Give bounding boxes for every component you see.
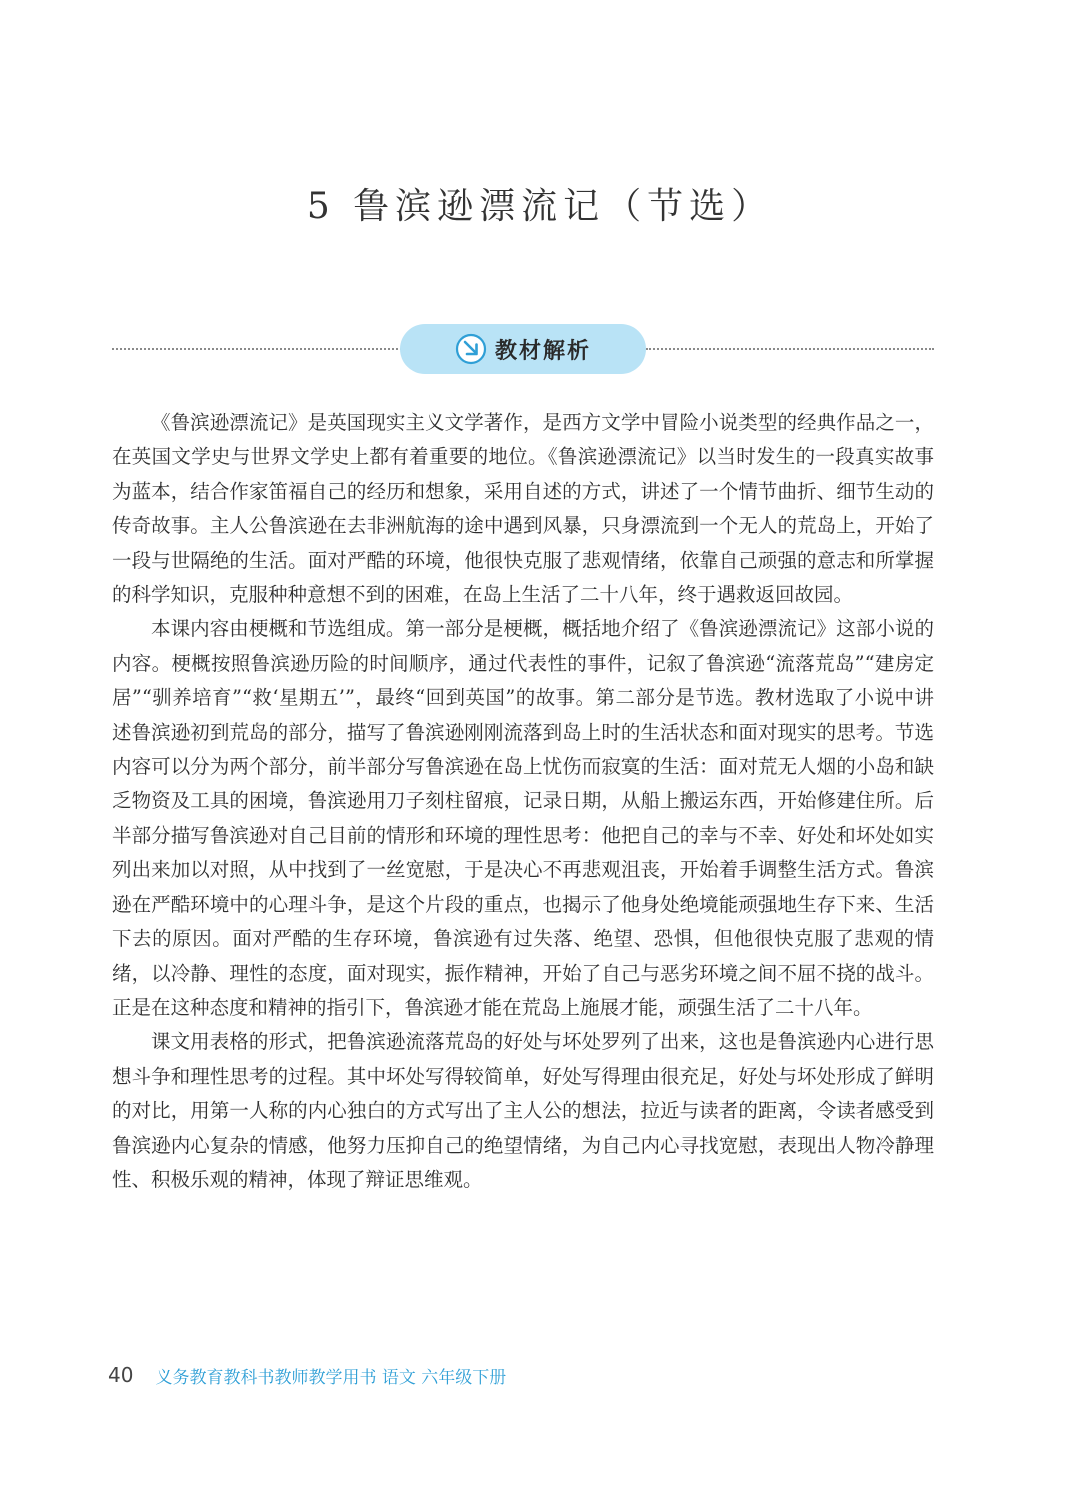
section-header-label: 教材解析	[494, 338, 591, 364]
paragraph: 课文用表格的形式，把鲁滨逊流落荒岛的好处与坏处罗列了出来，这也是鲁滨逊内心进行思想斗争和理性思考的过程。其中坏处写得较简单，好处写得理由很充足，好处与坏处形成了鲜明的对比，用第一人称的内心独白的方式写出了主人公的想法，拉近与读者的距离，令读者感受到鲁滨逊内心复杂的情感，他努力压抑自己的绝望情绪，为自己内心寻找宽慰，表现出人物冷静理性、积极乐观的精神，体现了辩证思维观。	[112, 1030, 934, 1191]
book-title: 义务教育教科书教师教学用书 语文 六年级下册	[155, 1367, 507, 1388]
circle-arrow-down-right-icon	[455, 333, 487, 365]
page-footer	[108, 1360, 506, 1390]
section-header	[112, 324, 934, 376]
dotted-divider-right	[646, 348, 934, 350]
body-text	[112, 406, 934, 1197]
page-title: 5 鲁滨逊漂流记（节选）	[306, 186, 774, 227]
paragraph: 本课内容由梗概和节选组成。第一部分是梗概，概括地介绍了《鲁滨逊漂流记》这部小说的内容。梗概按照鲁滨逊历险的时间顺序，通过代表性的事件，记叙了鲁滨逊“流落荒岛”“建房定居”“驯养培育”“救‘星期五’”，最终“回到英国”的故事。第二部分是节选。教材选取了小说中讲述鲁滨逊初到荒岛的部分，描写了鲁滨逊刚刚流落到岛上时的生活状态和面对现实的思考。节选内容可以分为两个部分，前半部分写鲁滨逊在岛上忧伤而寂寞的生活：面对荒无人烟的小岛和缺乏物资及工具的困境，鲁滨逊用刀子刻柱留痕，记录日期，从船上搬运东西，开始修建住所。后半部分描写鲁滨逊对自己目前的情形和环境的理性思考：他把自己的幸与不幸、好处和坏处如实列出来加以对照，从中找到了一丝宽慰，于是决心不再悲观沮丧，开始着手调整生活方式。鲁滨逊在严酷环境中的心理斗争，是这个片段的重点，也揭示了他身处绝境能顽强地生存下来、生活下去的原因。面对严酷的生存环境，鲁滨逊有过失落、绝望、恐惧，但他很快克服了悲观的情绪，以冷静、理性的态度，面对现实，振作精神，开始了自己与恶劣环境之间不屈不挠的战斗。正是在这种态度和精神的指引下，鲁滨逊才能在荒岛上施展才能，顽强生活了二十八年。	[112, 617, 934, 1019]
section-header-pill	[400, 324, 646, 374]
dotted-divider-left	[112, 348, 402, 350]
paragraph: 《鲁滨逊漂流记》是英国现实主义文学著作，是西方文学中冒险小说类型的经典作品之一，在英国文学史与世界文学史上都有着重要的地位。《鲁滨逊漂流记》以当时发生的一段真实故事为蓝本，结合作家笛福自己的经历和想象，采用自述的方式，讲述了一个情节曲折、细节生动的传奇故事。主人公鲁滨逊在去非洲航海的途中遇到风暴，只身漂流到一个无人的荒岛上，开始了一段与世隔绝的生活。面对严酷的环境，他很快克服了悲观情绪，依靠自己顽强的意志和所掌握的科学知识，克服种种意想不到的困难，在岛上生活了二十八年，终于遇救返回故园。	[112, 411, 934, 607]
page-number: 40	[108, 1363, 134, 1387]
